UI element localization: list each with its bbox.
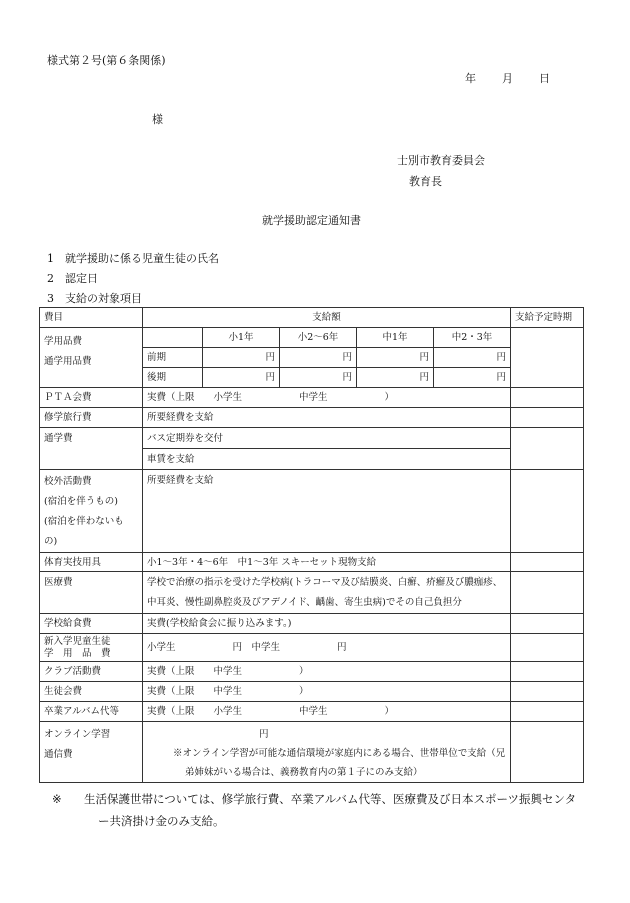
timing-cell xyxy=(511,614,584,634)
timing-cell xyxy=(511,572,584,614)
term-label: 後期 xyxy=(143,368,203,388)
amount-yen: 円 xyxy=(280,368,357,388)
section-number: 1 xyxy=(47,252,54,265)
allowance-table xyxy=(39,307,584,783)
row-label: 卒業アルバム代等 xyxy=(40,702,143,722)
label-line: 通信費 xyxy=(44,749,73,760)
row-detail: 実費（上限 小学生 中学生 ） xyxy=(143,702,511,722)
detail-line: 弟姉妹がいる場合は、義務教育内の第１子にのみ支給） xyxy=(185,767,423,778)
section-number: 3 xyxy=(47,292,54,305)
row-label xyxy=(40,722,143,783)
row-detail: 実費（上限 中学生 ） xyxy=(143,662,511,682)
timing-cell xyxy=(511,702,584,722)
timing-cell xyxy=(511,553,584,572)
timing-cell xyxy=(511,408,584,428)
issuer-title: 教育長 xyxy=(409,175,442,188)
table-row xyxy=(40,572,584,614)
row-detail: 所要経費を支給 xyxy=(143,408,511,428)
table-row xyxy=(40,682,584,702)
label-line: 学用品費 xyxy=(44,336,83,347)
row-detail: 小学生 円 中学生 円 xyxy=(143,634,511,662)
school-supplies-label xyxy=(40,328,143,388)
table-row xyxy=(40,614,584,634)
row-detail: 実費（上限 小学生 中学生 ） xyxy=(143,388,511,408)
empty-cell xyxy=(143,328,203,348)
row-detail: 所要経費を支給 xyxy=(143,470,511,553)
row-detail: バス定期券を交付 xyxy=(143,428,511,449)
date-year: 年 xyxy=(465,72,476,85)
detail-line: ※オンライン学習が可能な通信環境が家庭内にある場合、世帯単位で支給（兄 xyxy=(173,748,506,759)
timing-cell xyxy=(511,722,584,783)
label-line: 通学用品費 xyxy=(44,356,92,367)
row-label: 体育実技用具 xyxy=(40,553,143,572)
table-row xyxy=(40,553,584,572)
timing-cell xyxy=(511,328,584,388)
issuer-org: 士別市教育委員会 xyxy=(397,154,485,167)
timing-cell xyxy=(511,682,584,702)
section-label: 認定日 xyxy=(65,272,98,285)
grade-header: 小2～6年 xyxy=(280,328,357,348)
col-header-amount: 支給額 xyxy=(143,308,511,328)
timing-cell xyxy=(511,470,584,553)
row-detail: 実費（上限 中学生 ） xyxy=(143,682,511,702)
table-row xyxy=(40,328,584,348)
section-3 xyxy=(47,290,142,306)
footnote xyxy=(52,788,586,832)
table-row xyxy=(40,634,584,662)
document-title: 就学援助認定通知書 xyxy=(262,214,361,227)
amount-yen: 円 xyxy=(280,348,357,368)
amount-yen: 円 xyxy=(434,368,511,388)
section-label: 就学援助に係る児童生徒の氏名 xyxy=(65,252,219,265)
amount-yen: 円 xyxy=(357,348,434,368)
form-number: 様式第２号(第６条関係) xyxy=(47,54,166,67)
table-row xyxy=(40,662,584,682)
section-2 xyxy=(47,270,98,286)
label-line: (宿泊を伴わないも xyxy=(44,516,124,527)
table-row xyxy=(40,702,584,722)
amount-yen: 円 xyxy=(203,368,280,388)
row-label xyxy=(40,470,143,553)
amount-yen: 円 xyxy=(203,348,280,368)
table-row xyxy=(40,408,584,428)
row-detail: 車賃を支給 xyxy=(143,449,511,470)
row-label: 医療費 xyxy=(40,572,143,614)
timing-cell xyxy=(511,388,584,408)
col-header-item: 費目 xyxy=(40,308,143,328)
table-row xyxy=(40,722,584,783)
row-label: 学校給食費 xyxy=(40,614,143,634)
row-label: 通学費 xyxy=(40,428,143,470)
section-label: 支給の対象項目 xyxy=(65,292,142,305)
label-line: (宿泊を伴うもの) xyxy=(44,496,118,507)
row-label: クラブ活動費 xyxy=(40,662,143,682)
table-header-row xyxy=(40,308,584,328)
footnote-mark: ※ xyxy=(52,792,62,806)
online-yen: 円 xyxy=(259,729,269,740)
label-line: 新入学児童生徒 xyxy=(44,635,111,647)
timing-cell xyxy=(511,662,584,682)
footnote-text: 生活保護世帯については、修学旅行費、卒業アルバム代等、医療費及び日本スポーツ振興センター共済掛け金のみ支給。 xyxy=(84,792,577,828)
term-label: 前期 xyxy=(143,348,203,368)
row-detail xyxy=(143,572,511,614)
label-line: の) xyxy=(44,536,58,547)
grade-header: 中1年 xyxy=(357,328,434,348)
detail-line: 中耳炎、慢性副鼻腔炎及びアデノイド、齲歯、寄生虫病)でその自己負担分 xyxy=(147,596,462,608)
label-line: オンライン学習 xyxy=(44,729,111,740)
amount-yen: 円 xyxy=(434,348,511,368)
row-label: ＰＴＡ会費 xyxy=(40,388,143,408)
row-label: 生徒会費 xyxy=(40,682,143,702)
table-row xyxy=(40,428,584,449)
date-month: 月 xyxy=(502,72,513,85)
row-detail xyxy=(143,722,511,783)
row-detail: 実費(学校給食会に振り込みます。) xyxy=(143,614,511,634)
addressee-suffix: 様 xyxy=(152,113,163,126)
grade-header: 小1年 xyxy=(203,328,280,348)
date-day: 日 xyxy=(539,72,550,85)
table-row xyxy=(40,388,584,408)
label-line: 校外活動費 xyxy=(44,476,92,487)
col-header-timing: 支給予定時期 xyxy=(511,308,584,328)
row-detail: 小1～3年・4～6年 中1～3年 スキーセット現物支給 xyxy=(143,553,511,572)
amount-yen: 円 xyxy=(357,368,434,388)
timing-cell xyxy=(511,634,584,662)
row-label xyxy=(40,634,143,662)
section-1 xyxy=(47,250,219,266)
grade-header: 中2・3年 xyxy=(434,328,511,348)
timing-cell xyxy=(511,428,584,470)
section-number: 2 xyxy=(47,272,54,285)
detail-line: 学校で治療の指示を受けた学校病(トラコーマ及び結膜炎、白癬、疥癬及び膿痂疹、 xyxy=(147,576,503,588)
table-row xyxy=(40,470,584,553)
row-label: 修学旅行費 xyxy=(40,408,143,428)
label-line: 学 用 品 費 xyxy=(44,647,111,659)
